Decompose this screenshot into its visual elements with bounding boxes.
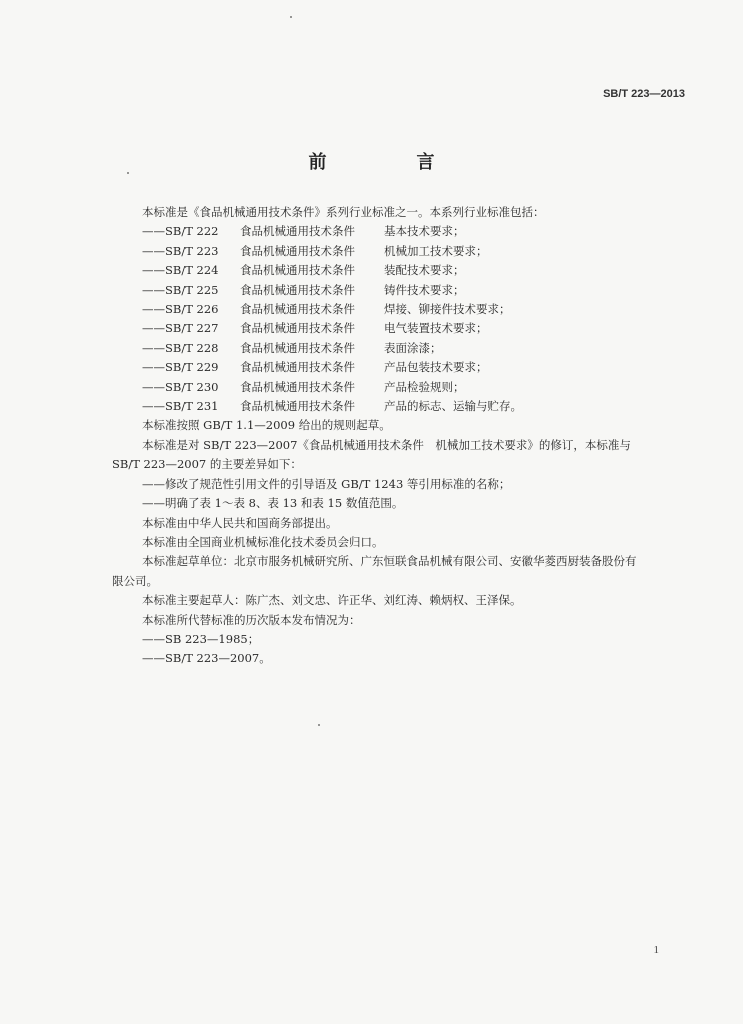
drafting-org-paragraph-line1: 本标准起草单位：北京市服务机械研究所、广东恒联食品机械有限公司、安徽华菱西厨装备股份有 bbox=[142, 554, 637, 569]
change-item: ——明确了表 1～表 8、表 13 和表 15 数值范围。 bbox=[142, 496, 404, 511]
proposed-paragraph: 本标准由中华人民共和国商务部提出。 bbox=[142, 515, 338, 530]
document-body bbox=[112, 203, 688, 669]
list-item: ——SB/T 230 食品机械通用技术条件 产品检验规则； bbox=[142, 379, 465, 394]
history-paragraph: 本标准所代替标准的历次版本发布情况为： bbox=[142, 612, 361, 627]
scan-speck bbox=[127, 172, 129, 174]
history-item: ——SB 223—1985； bbox=[142, 631, 260, 646]
list-item: ——SB/T 229 食品机械通用技术条件 产品包装技术要求； bbox=[142, 360, 488, 375]
list-item: ——SB/T 231 食品机械通用技术条件 产品的标志、运输与贮存。 bbox=[142, 399, 522, 414]
scan-speck bbox=[318, 724, 320, 726]
drafting-org-paragraph-line2: 限公司。 bbox=[112, 573, 158, 588]
centralized-paragraph: 本标准由全国商业机械标准化技术委员会归口。 bbox=[142, 534, 384, 549]
list-item: ——SB/T 223 食品机械通用技术条件 机械加工技术要求； bbox=[142, 243, 488, 258]
revision-paragraph-line1: 本标准是对 SB/T 223—2007《食品机械通用技术条件 机械加工技术要求》的修订，本标准与 bbox=[142, 437, 631, 452]
change-item: ——修改了规范性引用文件的引导语及 GB/T 1243 等引用标准的名称； bbox=[142, 476, 511, 491]
series-list bbox=[118, 222, 688, 416]
list-item: ——SB/T 222 食品机械通用技术条件 基本技术要求； bbox=[142, 224, 465, 239]
page-title: 前 言 bbox=[308, 152, 471, 173]
list-item: ——SB/T 227 食品机械通用技术条件 电气装置技术要求； bbox=[142, 321, 488, 336]
list-item: ——SB/T 226 食品机械通用技术条件 焊接、铆接件技术要求； bbox=[142, 302, 511, 317]
standard-code: SB/T 223—2013 bbox=[603, 88, 685, 100]
history-item: ——SB/T 223—2007。 bbox=[142, 651, 271, 666]
revision-paragraph-line2: SB/T 223—2007 的主要差异如下： bbox=[112, 457, 302, 472]
intro-paragraph: 本标准是《食品机械通用技术条件》系列行业标准之一。本系列行业标准包括： bbox=[142, 205, 545, 219]
list-item: ——SB/T 225 食品机械通用技术条件 铸件技术要求； bbox=[142, 282, 465, 297]
list-item: ——SB/T 228 食品机械通用技术条件 表面涂漆； bbox=[142, 340, 442, 355]
page-number: 1 bbox=[653, 944, 659, 956]
rules-paragraph: 本标准按照 GB/T 1.1—2009 给出的规则起草。 bbox=[142, 418, 391, 433]
drafters-paragraph: 本标准主要起草人：陈广杰、刘文忠、许正华、刘红涛、赖炳权、王泽保。 bbox=[142, 593, 522, 608]
list-item: ——SB/T 224 食品机械通用技术条件 装配技术要求； bbox=[142, 263, 465, 278]
scan-speck bbox=[290, 16, 292, 18]
